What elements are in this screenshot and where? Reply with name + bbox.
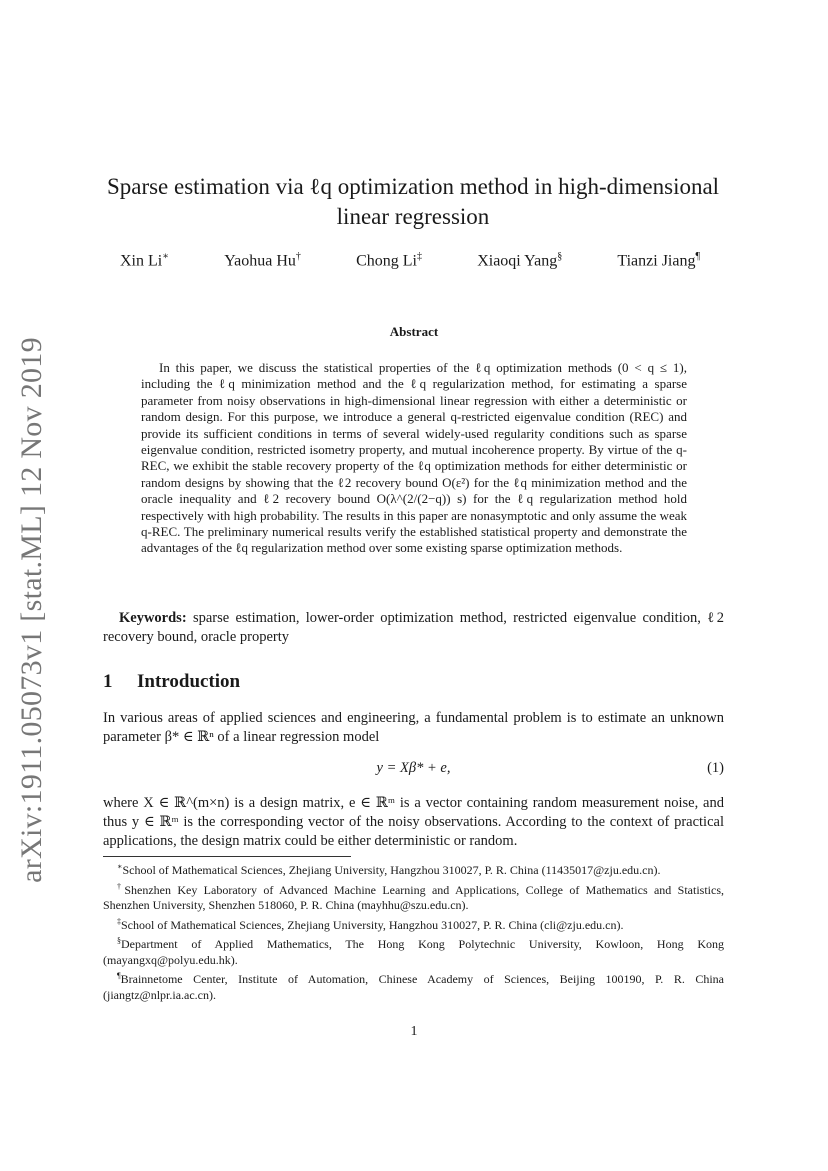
author: Xiaoqi Yang§ xyxy=(477,251,563,270)
footnote: §Department of Applied Mathematics, The Hong Kong Polytechnic University, Kowloon, Hong Kong (mayangxq@polyu.edu.hk). xyxy=(103,936,724,967)
author: Tianzi Jiang¶ xyxy=(617,251,700,270)
arxiv-stamp xyxy=(12,337,52,883)
equation-1 xyxy=(103,760,724,780)
author-list xyxy=(120,251,700,270)
footnote: ‡School of Mathematical Sciences, Zhejiang University, Hangzhou 310027, P. R. China (cli@zju.edu.cn). xyxy=(117,916,624,932)
arxiv-stamp-text: arXiv:1911.05073v1 [stat.ML] 12 Nov 2019 xyxy=(15,337,48,883)
footnotes xyxy=(103,859,724,1003)
keywords-text: sparse estimation, lower-order optimization method, restricted eigenvalue condition, ℓ2 recovery bound, oracle property xyxy=(103,610,724,645)
footnote: †Shenzhen Key Laboratory of Advanced Machine Learning and Applications, College of Mathematics and Statistics, Shenzhen University, Shenzhen 518060, P. R. China (mayhhu@szu.edu.cn). xyxy=(103,881,724,912)
section-number: 1 xyxy=(103,671,113,692)
keywords-label: Keywords: xyxy=(119,610,187,626)
abstract-body: In this paper, we discuss the statistical properties of the ℓq optimization methods (0 < q ≤ 1), including the ℓq minimization method and the ℓq regularization method, for estimating a sparse parameter from noisy observations in high-dimensional linear regression with either a deterministic or random design. For this purpose, we introduce a general q-restricted eigenvalue condition (REC) and provide its sufficient conditions in terms of several widely-used regularity conditions such as sparse eigenvalue condition, restricted isometry property, and mutual incoherence property. By virtue of the q-REC, we exhibit the stable recovery property of the ℓq optimization methods for either deterministic or random designs by showing that the ℓ2 recovery bound O(ε²) for the ℓq minimization method and the oracle inequality and ℓ2 recovery bound O(λ^(2/(2−q)) s) for the ℓq regularization method hold respectively with high probability. The results in this paper are nonasymptotic and only assume the weak q-REC. The preliminary numerical results verify the established statistical property and demonstrate the advantages of the ℓq regularization method over some existing sparse optimization methods. xyxy=(141,360,687,556)
paper-title: Sparse estimation via ℓq optimization method in high-dimensional linear regression xyxy=(106,174,720,229)
footnote: ¶Brainnetome Center, Institute of Automation, Chinese Academy of Sciences, Beijing 100190, P. R. China (jiangtz@nlpr.ia.ac.cn). xyxy=(103,971,724,1002)
equation-body: y = Xβ* + e, xyxy=(376,760,451,776)
intro-paragraph: In various areas of applied sciences and engineering, a fundamental problem is to estimate an unknown parameter β* ∈ ℝⁿ of a linear regression model xyxy=(103,710,724,745)
abstract-heading: Abstract xyxy=(389,324,439,339)
keywords xyxy=(103,609,724,647)
page-number: 1 xyxy=(410,1024,418,1039)
section-title: Introduction xyxy=(137,671,241,692)
author: Xin Li∗ xyxy=(120,251,170,270)
equation-label: (1) xyxy=(707,760,724,776)
section-heading xyxy=(103,671,240,693)
author: Chong Li‡ xyxy=(356,251,422,270)
footnote: ∗School of Mathematical Sciences, Zhejiang University, Hangzhou 310027, P. R. China (11435017@zju.edu.cn). xyxy=(117,862,661,877)
intro-paragraph-2: where X ∈ ℝ^(m×n) is a design matrix, e ∈ ℝᵐ is a vector containing random measurement noise, and thus y ∈ ℝᵐ is the corresponding vector of the noisy observations. According to the context of practical applications, the design matrix could be either deterministic or random. xyxy=(103,795,724,849)
footnote-rule xyxy=(103,856,351,857)
author: Yaohua Hu† xyxy=(224,251,301,270)
